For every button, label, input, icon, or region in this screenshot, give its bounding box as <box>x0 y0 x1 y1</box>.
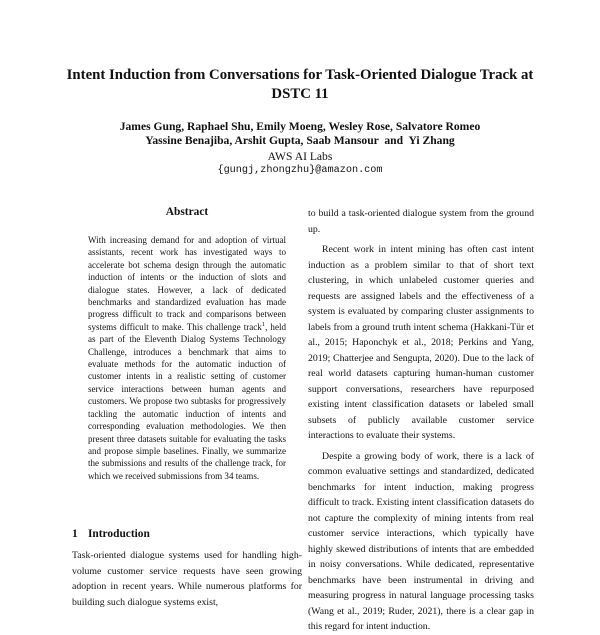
section-number: 1 <box>72 528 78 540</box>
affiliation: AWS AI Labs <box>267 150 333 163</box>
abstract-text-part-a: With increasing demand for and adoption of virtual assistants, recent work has investigated ways to accelerate bot schema design through the automatic induction of intents or the induction of slots and dialogue states. However, a lack of dedicated benchmarks and standardized evaluation has made progress difficult to track and comparisons between systems difficult to make. This challenge track <box>88 235 286 332</box>
authors-line-1: James Gung, Raphael Shu, Emily Moeng, Wesley Rose, Salvatore Romeo <box>119 120 481 133</box>
abstract-text <box>88 234 286 482</box>
right-paragraph-0: to build a task-oriented dialogue system from the ground up. <box>308 208 534 235</box>
section-title: Introduction <box>88 528 150 540</box>
abstract-text-part-b: , held as part of the Eleventh Dialog Systems Technology Challenge, introduces a benchmark that aims to evaluate methods for the automatic induction of customer intents in a realistic setting of customer service interactions between human agents and customers. We propose two subtasks for progressively tackling the automatic induction of intents and corresponding evaluation methodologies. We then present three datasets suitable for evaluating the tasks and propose simple baselines. Finally, we summarize the submissions and results of the challenge track, for which we received submissions from 34 teams. <box>88 321 287 481</box>
introduction-text <box>72 548 302 610</box>
authors-line-2: Yassine Benajiba, Arshit Gupta, Saab Mansour and Yi Zhang <box>145 134 455 147</box>
right-column-text <box>308 206 534 635</box>
section-heading-introduction <box>72 527 302 541</box>
intro-paragraph: Task-oriented dialogue systems used for handling high-volume customer service requests have seen growing adoption in recent years. While numerous platforms for building such dialogue systems exist, <box>72 550 302 608</box>
paper-title: Intent Induction from Conversations for Task-Oriented Dialogue Track at DSTC 11 <box>66 67 534 102</box>
author-list <box>40 120 560 148</box>
right-paragraph-2: Despite a growing body of work, there is a lack of common evaluative settings and standardized, dedicated benchmarks for intent induction, making progress difficult to track. Existing intent classification datasets do not capture the complexity of mining intents from real customer service interactions, which typically have highly skewed distributions of intents that are embedded in noisy conversations. While dedicated, representative benchmarks have been instrumental in driving and measuring progress in natural language processing tasks (Wang et al., 2019; Ruder, 2021), there is a clear gap in this regard for intent induction. <box>308 450 534 632</box>
footnote-marker[interactable]: 1 <box>261 320 266 328</box>
abstract-heading: Abstract <box>165 206 209 218</box>
author-email: {gungj,zhongzhu}@amazon.com <box>217 165 383 176</box>
right-paragraph-1: Recent work in intent mining has often cast intent induction as a problem similar to that of short text clustering, in which unlabeled customer queries and requests are assigned labels and the effectiveness of a system is evaluated by comparing cluster assignments to labels from a ground truth intent schema (Hakkani-Tür et al., 2015; Haponchyk et al., 2018; Perkins and Yang, 2019; Chatterjee and Sengupta, 2020). Due to the lack of real world datasets capturing human-human customer support conversations, researchers have repurposed existing intent classification datasets or labeled small subsets of publicly available customer service interactions to evaluate their systems. <box>308 244 534 441</box>
